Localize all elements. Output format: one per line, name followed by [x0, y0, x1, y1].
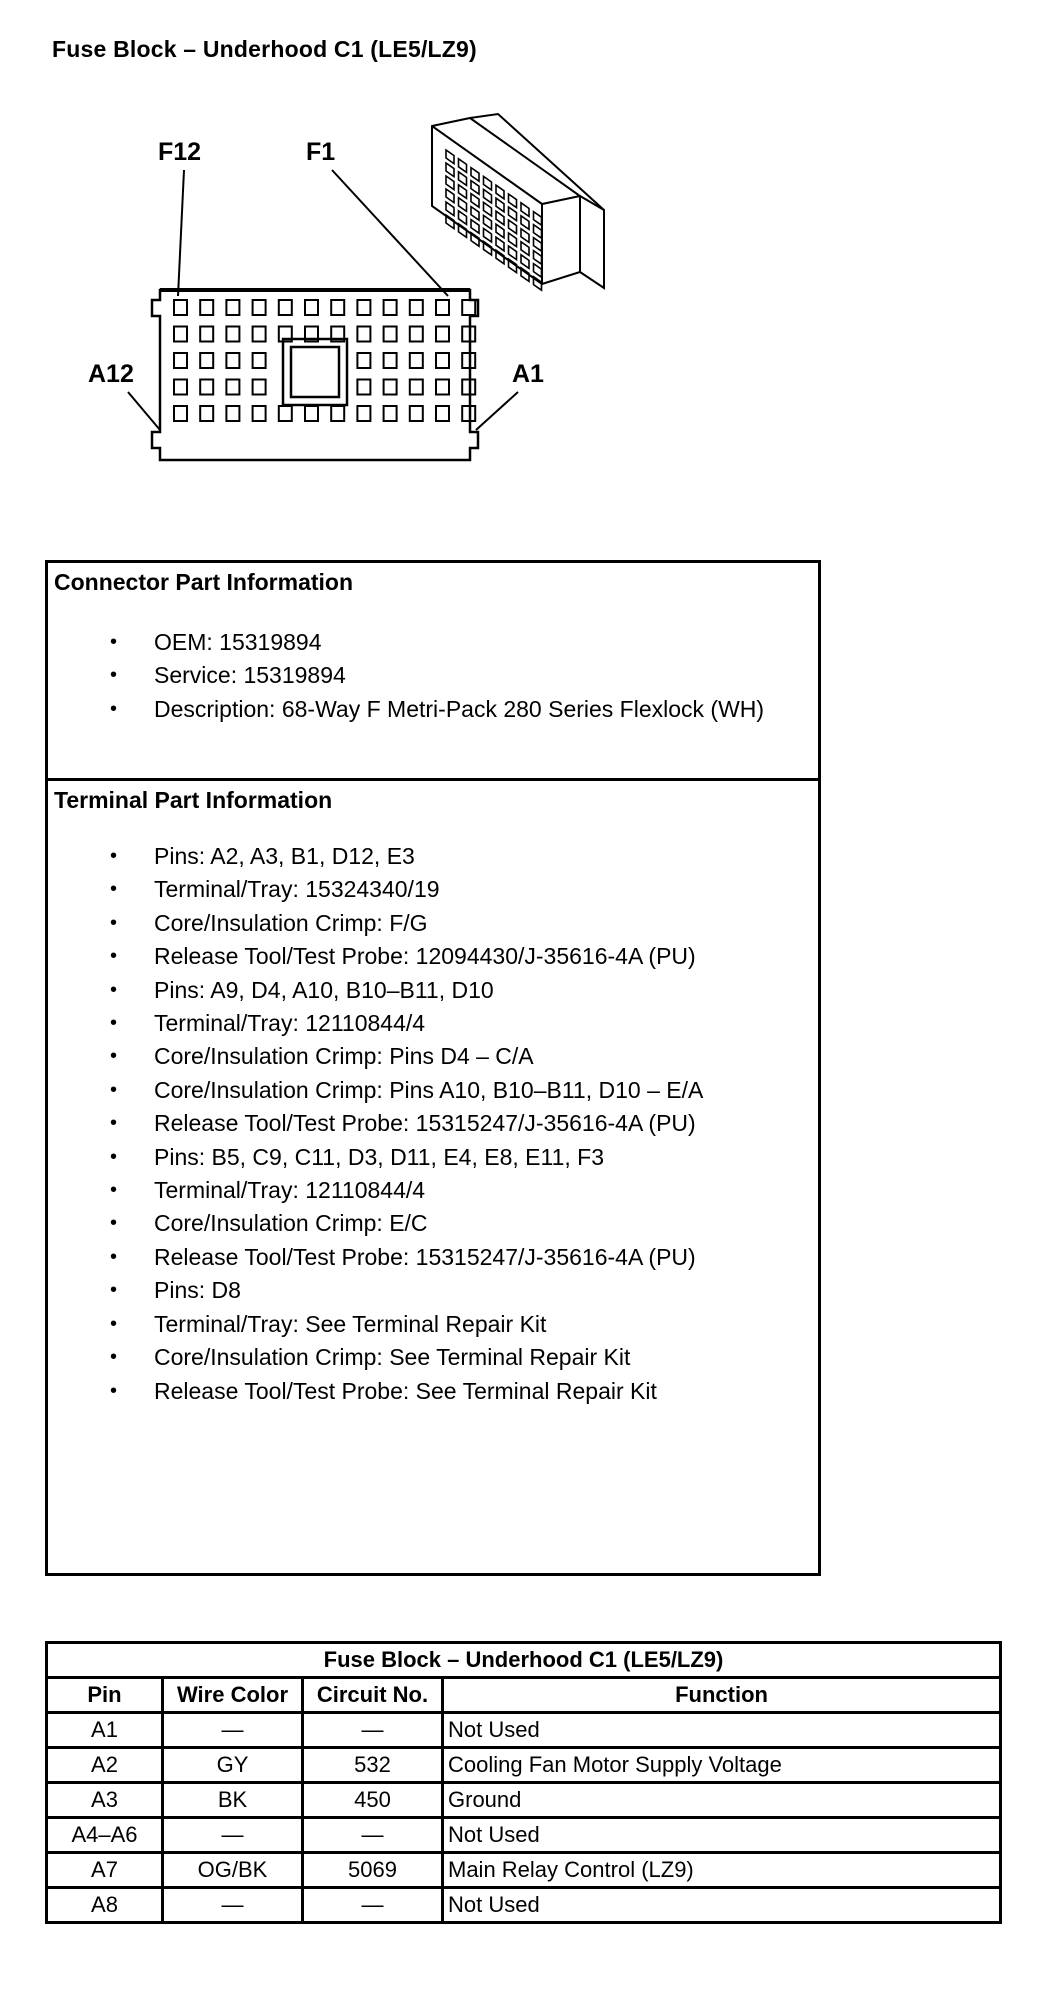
- pin-cavity: [462, 406, 475, 421]
- cell-circuit-no: 532: [303, 1748, 443, 1783]
- list-item: • Pins: D8: [48, 1274, 818, 1307]
- list-item: • Release Tool/Test Probe: 12094430/J-35616-4A (PU): [48, 940, 818, 973]
- pin-cavity: [200, 406, 213, 421]
- pin-cavity: [462, 380, 475, 395]
- pin-cavity: [200, 353, 213, 368]
- cell-wire-color: —: [163, 1818, 303, 1853]
- list-item: • Release Tool/Test Probe: 15315247/J-35616-4A (PU): [48, 1241, 818, 1274]
- pin-cavity: [226, 353, 239, 368]
- list-item: • Pins: A9, D4, A10, B10–B11, D10: [48, 974, 818, 1007]
- cell-circuit-no: 5069: [303, 1853, 443, 1888]
- pin-cavity: [226, 327, 239, 342]
- pin-table-header: [47, 1678, 1001, 1713]
- pin-cavity: [279, 406, 292, 421]
- list-item: • Terminal/Tray: 12110844/4: [48, 1174, 818, 1207]
- cell-function: Main Relay Control (LZ9): [443, 1853, 1001, 1888]
- table-row: [47, 1713, 1001, 1748]
- list-item: • Pins: A2, A3, B1, D12, E3: [48, 840, 818, 873]
- pin-cavity: [384, 353, 397, 368]
- pin-cavity: [174, 380, 187, 395]
- list-item: • Core/Insulation Crimp: Pins D4 – C/A: [48, 1040, 818, 1073]
- pin-cavity: [410, 327, 423, 342]
- pin-cavity: [384, 327, 397, 342]
- label-a1: A1: [512, 360, 544, 388]
- pin-cavity: [226, 406, 239, 421]
- pin-cavity: [436, 380, 449, 395]
- pin-cavity: [253, 380, 266, 395]
- pin-grid: [174, 300, 475, 421]
- pin-cavity: [357, 406, 370, 421]
- pin-cavity: [174, 353, 187, 368]
- pin-cavity: [384, 300, 397, 315]
- cell-pin: A8: [47, 1888, 163, 1923]
- pin-cavity: [226, 380, 239, 395]
- terminal-part-section: [48, 781, 818, 1408]
- list-item: • Core/Insulation Crimp: See Terminal Repair Kit: [48, 1341, 818, 1374]
- table-row: [47, 1853, 1001, 1888]
- label-a12: A12: [88, 360, 134, 388]
- cell-function: Ground: [443, 1783, 1001, 1818]
- list-item: • Release Tool/Test Probe: 15315247/J-35616-4A (PU): [48, 1107, 818, 1140]
- cell-wire-color: GY: [163, 1748, 303, 1783]
- list-item: • Release Tool/Test Probe: See Terminal Repair Kit: [48, 1375, 818, 1408]
- list-item: • Terminal/Tray: 12110844/4: [48, 1007, 818, 1040]
- header-function: Function: [443, 1678, 1001, 1713]
- list-item: • Description: 68-Way F Metri-Pack 280 Series Flexlock (WH): [48, 693, 818, 726]
- list-item: • Core/Insulation Crimp: F/G: [48, 907, 818, 940]
- pin-cavity: [410, 406, 423, 421]
- cell-pin: A4–A6: [47, 1818, 163, 1853]
- pin-table-title: Fuse Block – Underhood C1 (LE5/LZ9): [47, 1643, 1001, 1678]
- table-row: [47, 1818, 1001, 1853]
- pin-cavity: [305, 406, 318, 421]
- list-item: • Terminal/Tray: See Terminal Repair Kit: [48, 1308, 818, 1341]
- pin-cavity: [174, 406, 187, 421]
- list-item: • Core/Insulation Crimp: Pins A10, B10–B11, D10 – E/A: [48, 1074, 818, 1107]
- cell-pin: A2: [47, 1748, 163, 1783]
- connector-diagram: [0, 100, 700, 480]
- cell-wire-color: —: [163, 1713, 303, 1748]
- connector-part-list: [48, 626, 818, 726]
- connector-part-title: Connector Part Information: [54, 569, 354, 595]
- pin-cavity: [253, 327, 266, 342]
- pin-cavity: [200, 380, 213, 395]
- header-pin: Pin: [47, 1678, 163, 1713]
- connector-isometric: [432, 114, 604, 290]
- connector-part-section: [48, 563, 818, 781]
- pin-cavity: [436, 353, 449, 368]
- cell-circuit-no: 450: [303, 1783, 443, 1818]
- pin-cavity: [200, 300, 213, 315]
- list-item: • Service: 15319894: [48, 659, 818, 692]
- pin-cavity: [357, 380, 370, 395]
- cell-function: Cooling Fan Motor Supply Voltage: [443, 1748, 1001, 1783]
- pin-cavity: [462, 300, 475, 315]
- cell-wire-color: BK: [163, 1783, 303, 1818]
- list-item: • Terminal/Tray: 15324340/19: [48, 873, 818, 906]
- pin-table: [45, 1641, 1002, 1924]
- part-info-box: [45, 560, 821, 1576]
- pin-cavity: [253, 406, 266, 421]
- cell-wire-color: OG/BK: [163, 1853, 303, 1888]
- table-row: [47, 1783, 1001, 1818]
- pin-cavity: [279, 300, 292, 315]
- pin-cavity: [253, 300, 266, 315]
- pin-cavity: [410, 380, 423, 395]
- terminal-group: [48, 1141, 818, 1275]
- pin-cavity: [436, 406, 449, 421]
- pin-cavity: [357, 353, 370, 368]
- pin-cavity: [384, 380, 397, 395]
- pin-cavity: [357, 300, 370, 315]
- cell-pin: A1: [47, 1713, 163, 1748]
- terminal-part-title: Terminal Part Information: [54, 787, 333, 813]
- cell-pin: A7: [47, 1853, 163, 1888]
- table-row: [47, 1748, 1001, 1783]
- list-item: • Core/Insulation Crimp: E/C: [48, 1207, 818, 1240]
- cell-circuit-no: —: [303, 1888, 443, 1923]
- table-row: [47, 1888, 1001, 1923]
- cell-function: Not Used: [443, 1713, 1001, 1748]
- cell-circuit-no: —: [303, 1818, 443, 1853]
- cell-circuit-no: —: [303, 1713, 443, 1748]
- pin-cavity: [357, 327, 370, 342]
- page-title: Fuse Block – Underhood C1 (LE5/LZ9): [52, 36, 477, 62]
- pin-cavity: [410, 353, 423, 368]
- pin-cavity: [200, 327, 213, 342]
- pin-cavity: [462, 327, 475, 342]
- list-item: • Pins: B5, C9, C11, D3, D11, E4, E8, E11, F3: [48, 1141, 818, 1174]
- label-f12: F12: [158, 138, 202, 166]
- cell-pin: A3: [47, 1783, 163, 1818]
- terminal-group: [48, 1274, 818, 1408]
- pin-cavity: [331, 406, 344, 421]
- pin-cavity: [174, 300, 187, 315]
- cell-function: Not Used: [443, 1818, 1001, 1853]
- pin-cavity: [436, 300, 449, 315]
- list-item: • OEM: 15319894: [48, 626, 818, 659]
- cell-wire-color: —: [163, 1888, 303, 1923]
- terminal-group: [48, 840, 818, 974]
- pin-cavity: [305, 300, 318, 315]
- cell-function: Not Used: [443, 1888, 1001, 1923]
- pin-cavity: [253, 353, 266, 368]
- pin-cavity: [436, 327, 449, 342]
- pin-cavity: [331, 300, 344, 315]
- header-circuit-no: Circuit No.: [303, 1678, 443, 1713]
- header-wire-color: Wire Color: [163, 1678, 303, 1713]
- pin-cavity: [384, 406, 397, 421]
- label-f1: F1: [306, 138, 336, 166]
- center-lock: [283, 339, 347, 405]
- pin-cavity: [226, 300, 239, 315]
- pin-cavity: [174, 327, 187, 342]
- pin-cavity: [462, 353, 475, 368]
- pin-cavity: [410, 300, 423, 315]
- terminal-group: [48, 974, 818, 1141]
